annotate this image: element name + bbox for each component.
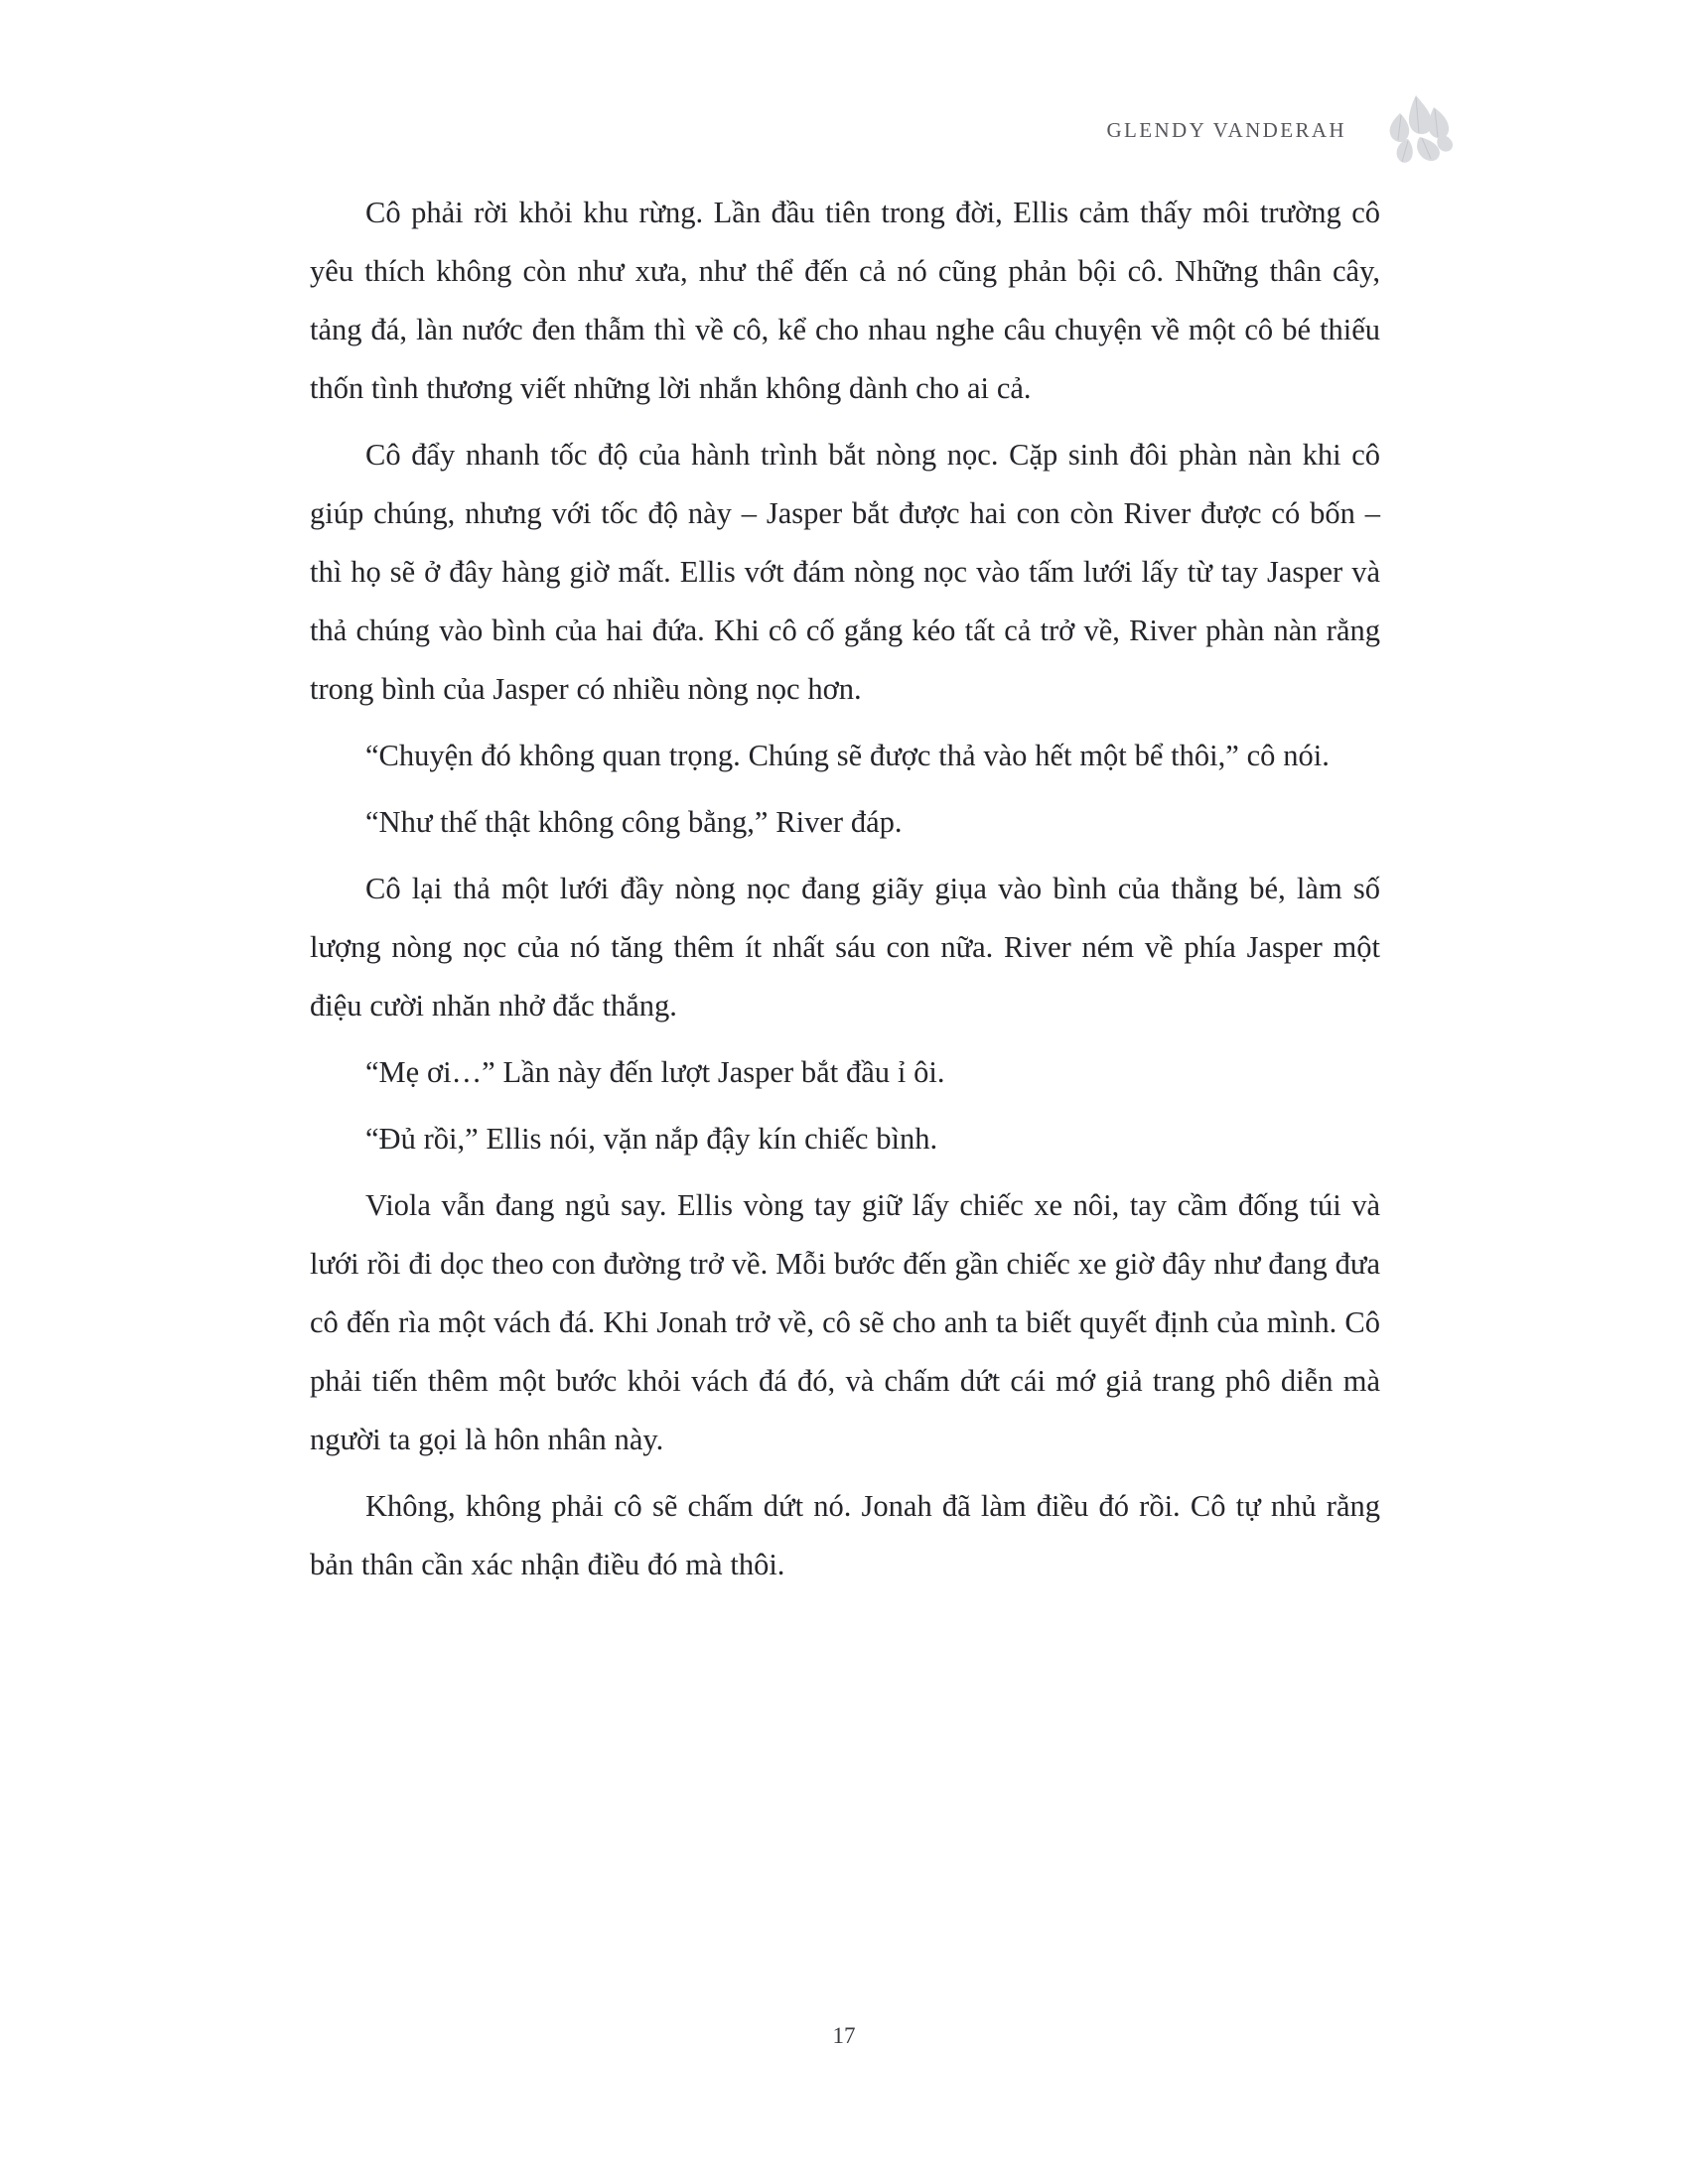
paragraph: Cô phải rời khỏi khu rừng. Lần đầu tiên trong đời, Ellis cảm thấy môi trường cô yêu thích không còn như xưa, như thể đến cả nó cũng phản bội cô. Những thân cây, tảng đá, làn nước đen thẫm thì về cô, kể cho nhau nghe câu chuyện về một cô bé thiếu thốn tình thương viết những lời nhắn không dành cho ai cả. [310, 196, 1380, 405]
running-head-author: GLENDY VANDERAH [1106, 117, 1346, 142]
paragraph: Cô đẩy nhanh tốc độ của hành trình bắt nòng nọc. Cặp sinh đôi phàn nàn khi cô giúp chúng, nhưng với tốc độ này – Jasper bắt được hai con còn River được có bốn – thì họ sẽ ở đây hàng giờ mất. Ellis vớt đám nòng nọc vào tấm lưới lấy từ tay Jasper và thả chúng vào bình của hai đứa. Khi cô cố gắng kéo tất cả trở về, River phàn nàn rằng trong bình của Jasper có nhiều nòng nọc hơn. [310, 438, 1380, 706]
running-head [1106, 87, 1458, 173]
paragraph: “Như thế thật không công bằng,” River đáp. [365, 805, 903, 839]
paragraph: Không, không phải cô sẽ chấm dứt nó. Jonah đã làm điều đó rồi. Cô tự nhủ rằng bản thân cần xác nhận điều đó mà thôi. [310, 1489, 1380, 1581]
paragraph: Cô lại thả một lưới đầy nòng nọc đang giãy giụa vào bình của thằng bé, làm số lượng nòng nọc của nó tăng thêm ít nhất sáu con nữa. River ném về phía Jasper một điệu cười nhăn nhở đắc thắng. [310, 872, 1380, 1023]
paragraph: “Đủ rồi,” Ellis nói, vặn nắp đậy kín chiếc bình. [365, 1122, 938, 1156]
paragraph: “Mẹ ơi…” Lần này đến lượt Jasper bắt đầu ỉ ôi. [365, 1055, 945, 1089]
paragraph: Viola vẫn đang ngủ say. Ellis vòng tay giữ lấy chiếc xe nôi, tay cầm đống túi và lưới rồi đi dọc theo con đường trở về. Mỗi bước đến gần chiếc xe giờ đây như đang đưa cô đến rìa một vách đá. Khi Jonah trở về, cô sẽ cho anh ta biết quyết định của mình. Cô phải tiến thêm một bước khỏi vách đá đó, và chấm dứt cái mớ giả trang phô diễn mà người ta gọi là hôn nhân này. [310, 1188, 1380, 1456]
page-body [310, 184, 1380, 1594]
page-number: 17 [832, 2023, 856, 2048]
leaf-icon [1372, 87, 1458, 173]
paragraph: “Chuyện đó không quan trọng. Chúng sẽ được thả vào hết một bể thôi,” cô nói. [365, 739, 1330, 772]
